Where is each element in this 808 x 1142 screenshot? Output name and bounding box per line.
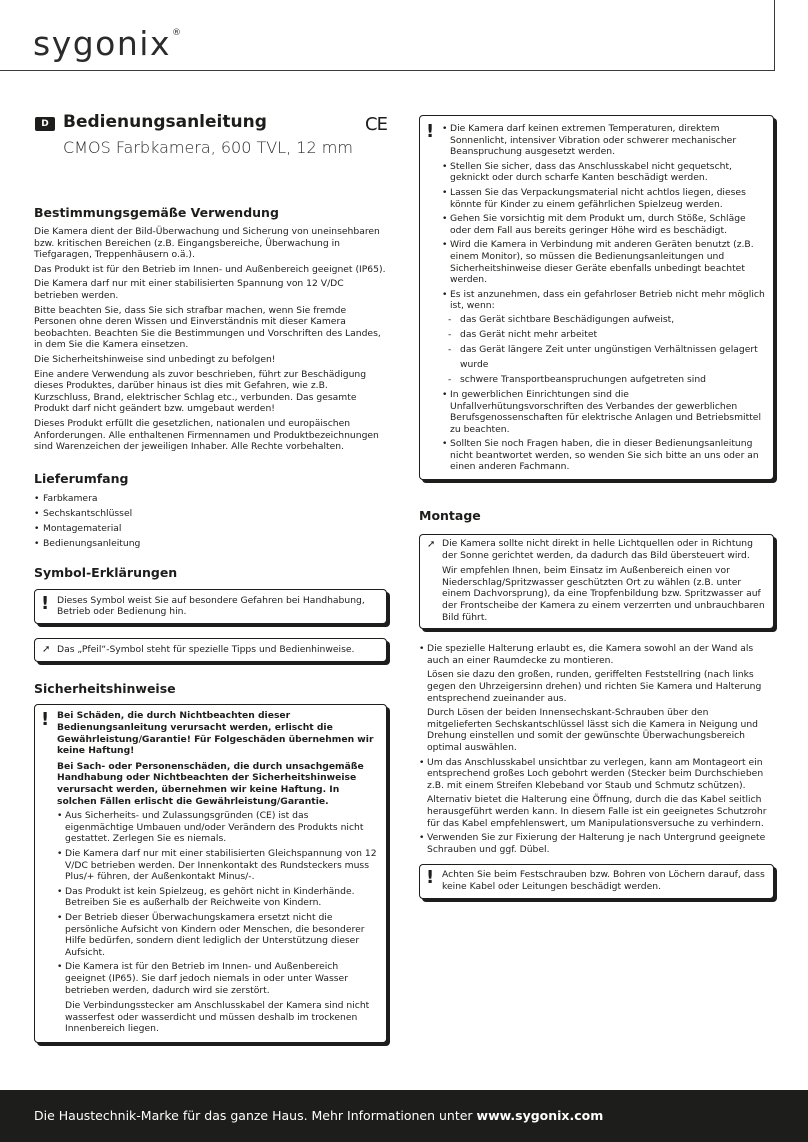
mounting-tip-box (419, 534, 774, 629)
arrow-symbol-box (34, 638, 387, 663)
usage-paragraph: Die Kamera darf nur mit einer stabilisierten Spannung von 12 V/DC betrieben werden. (34, 278, 344, 301)
safety-box (34, 704, 387, 1042)
list-item: • Stellen Sie sicher, dass das Anschlusskabel nicht gequetscht, geknickt oder durch scharfe Kanten beschädigt werden. (442, 161, 765, 184)
usage-paragraph: Eine andere Verwendung als zuvor beschrieben, führt zur Beschädigung dieses Produktes, darüber hinaus ist dies mit Gefahren, wie z.B. Kurzschluss, Brand, elektrischer Schlag etc., verbunden. Das gesamte Produkt darf nicht geändert bzw. umgebaut werden! (34, 368, 367, 415)
scope-heading: Lieferumfang (34, 470, 129, 486)
list-item: - schwere Transportbeanspruchungen aufgetreten sind (442, 372, 765, 387)
usage-paragraph: Die Kamera dient der Bild-Überwachung und Sicherung von uneinsehbaren bzw. kritischen Bereichen (z.B. Eingangsbereiche, Überwachung in Tiefgaragen, Treppenhäusern o.ä.). (34, 226, 380, 261)
mounting-step-detail: Alternativ bietet die Halterung eine Öffnung, durch die das Kabel seitlich herausgeführt werden kann. In diesem Falle ist ein geeignetes Schutzrohr für das Kabel empfehlenswert, um Manipulationsversuche zu verhindern. (427, 794, 767, 829)
header-horizontal-rule (0, 70, 775, 71)
safety-continued-box (419, 115, 774, 480)
condition-list (442, 312, 765, 387)
list-item: • Die Kamera darf keinen extremen Temperaturen, direktem Sonnenlicht, intensiver Vibration oder schwerer mechanischer Beanspruchung ausgesetzt werden. (442, 123, 765, 158)
list-item: • Gehen Sie vorsichtig mit dem Produkt um, durch Stöße, Schläge oder dem Fall aus bereits geringer Höhe wird es beschädigt. (442, 213, 765, 236)
list-item: • Bedienungsanleitung (34, 536, 387, 551)
safety-continued-list (442, 123, 765, 312)
left-column (34, 112, 387, 1043)
header-vertical-rule (774, 0, 775, 70)
list-item: - das Gerät längere Zeit unter ungünstigen Verhältnissen gelagert wurde (442, 342, 765, 372)
exclamation-icon: ! (41, 592, 50, 614)
list-item (419, 643, 774, 753)
mounting-warning-box (419, 864, 774, 898)
mounting-step-text: Um das Anschlusskabel unsichtbar zu verlegen, kann am Montageort ein entsprechend großes Loch gebohrt werden (Stecker beim Durchschieben z.B. mit einem Streifen Klebeband vor Staub und Schmutz schützen). (427, 756, 764, 791)
ce-mark-icon: CE (365, 114, 387, 135)
mounting-step-detail: Lösen sie dazu den großen, runden, geriffelten Feststellring (nach links gegen den Uhrzeigersinn drehen) und richten Sie Kamera und Halterung entsprechend zueinander aus. (427, 669, 762, 704)
title-row (34, 112, 387, 138)
arrow-icon: ➚ (427, 539, 436, 551)
safety-bold-paragraph: Bei Schäden, die durch Nichtbeachten dieser Bedienungsanleitung verursacht werden, erlischt die Gewährleistung/Garantie! Für Folgeschäden übernehmen wir keine Haftung! (57, 710, 374, 757)
list-item: • Sollten Sie noch Fragen haben, die in dieser Bedienungsanleitung nicht beantwortet werden, so wenden Sie sich bitte an uns oder an einen anderen Fachmann. (442, 438, 765, 473)
document-subtitle: CMOS Farbkamera, 600 TVL, 12 mm (63, 138, 353, 157)
right-column (419, 115, 774, 899)
document-title: Bedienungsanleitung (63, 112, 267, 132)
list-item: • Es ist anzunehmen, dass ein gefahrloser Betrieb nicht mehr möglich ist, wenn: (442, 289, 765, 312)
mounting-tip-text: Die Kamera sollte nicht direkt in helle Lichtquellen oder in Richtung der Sonne gerichtet werden, da dadurch das Bild übersteuert wird. (442, 538, 753, 561)
registered-mark: ® (171, 28, 183, 38)
list-item: • Wird die Kamera in Verbindung mit anderen Geräten benutzt (z.B. einem Monitor), so müssen die Bedienungsanleitungen und Sicherheitshinweise dieser Geräte ebenfalls unbedingt beachtet werden. (442, 239, 765, 285)
list-item: • Montagematerial (34, 521, 387, 536)
brand-name: sygonix (33, 24, 171, 63)
warning-symbol-box (34, 589, 387, 624)
exclamation-icon: ! (41, 709, 50, 731)
safety-heading: Sicherheitshinweise (34, 681, 176, 697)
safety-continued-list-2 (442, 389, 765, 473)
mounting-list (419, 643, 774, 855)
list-item: • Verwenden Sie zur Fixierung der Halterung je nach Untergrund geeignete Schrauben und ggf. Dübel. (419, 832, 774, 855)
brand-logo (33, 24, 182, 63)
arrow-icon: ➚ (42, 643, 51, 655)
usage-paragraph: Die Sicherheitshinweise sind unbedingt zu befolgen! (34, 353, 276, 365)
list-item: • Aus Sicherheits- und Zulassungsgründen (CE) ist das eigenmächtige Umbauen und/oder Verändern des Produkts nicht gestattet. Zerlegen Sie es niemals. (57, 810, 378, 845)
list-item: • Lassen Sie das Verpackungsmaterial nicht achtlos liegen, dieses könnte für Kinder zu einem gefährlichen Spielzeug werden. (442, 187, 765, 210)
symbols-heading: Symbol-Erklärungen (34, 564, 178, 580)
list-item: - das Gerät sichtbare Beschädigungen aufweist, (442, 312, 765, 327)
footer-link[interactable]: www.sygonix.com (476, 1108, 604, 1123)
mounting-tip-text: Wir empfehlen Ihnen, beim Einsatz im Außenbereich einen vor Niederschlag/Spritzwasser geschützten Ort zu wählen (z.B. unter einem Dachvorsprung), da eine Tropfenbildung bzw. Spritzwasser auf der Frontscheibe der Kamera zu einem verzerrten und unbrauchbaren Bild führt. (442, 565, 765, 623)
exclamation-icon: ! (426, 121, 435, 142)
footer-text: Die Haustechnik-Marke für das ganze Haus. Mehr Informationen unter (34, 1108, 477, 1123)
list-item: - das Gerät nicht mehr arbeitet (442, 327, 765, 342)
list-item: • Die Kamera ist für den Betrieb im Innen- und Außenbereich geeignet (IP65). Sie darf jedoch niemals in oder unter Wasser betrieben werden, dadurch wird sie zerstört. (57, 961, 378, 996)
list-item: • Farbkamera (34, 491, 387, 506)
usage-section (34, 226, 387, 453)
mounting-warning-text: Achten Sie beim Festschrauben bzw. Bohren von Löchern darauf, dass keine Kabel oder Leitungen beschädigt werden. (442, 869, 765, 892)
mounting-step-text: Die spezielle Halterung erlaubt es, die Kamera sowohl an der Wand als auch an einer Raumdecke zu montieren. (427, 643, 754, 666)
list-item: • Der Betrieb dieser Überwachungskamera ersetzt nicht die persönliche Aufsicht von Kindern oder Menschen, die besonderer Hilfe bedürfen, sondern dient lediglich der Unterstützung dieser Aufsicht. (57, 912, 378, 958)
list-item: • Die Kamera darf nur mit einer stabilisierten Gleichspannung von 12 V/DC betrieben werden. Der Innenkontakt des Rundsteckers muss Plus/+ führen, der Außenkontakt Minus/-. (57, 848, 378, 883)
usage-paragraph: Bitte beachten Sie, dass Sie sich strafbar machen, wenn Sie fremde Personen ohne deren Wissen und Einverständnis mit dieser Kamera beobachten. Beachten Sie die Bestimmungen und Vorschriften des Landes, in dem Sie die Kamera einsetzen. (34, 304, 381, 351)
safety-list (57, 810, 378, 996)
usage-heading: Bestimmungsgemäße Verwendung (34, 205, 279, 220)
list-item: • Sechskantschlüssel (34, 506, 387, 521)
arrow-symbol-text: Das „Pfeil“-Symbol steht für spezielle Tipps und Bedienhinweise. (57, 643, 355, 655)
safety-bold-paragraph: Bei Sach- oder Personenschäden, die durch unsachgemäße Handhabung oder Nichtbeachten der Sicherheitshinweise verursacht werden, übernehmen wir keine Haftung. In solchen Fällen erlischt die Gewährleistung/Garantie. (57, 760, 364, 807)
list-item (419, 757, 774, 830)
usage-paragraph: Das Produkt ist für den Betrieb im Innen- und Außenbereich geeignet (IP65). (34, 263, 386, 275)
language-badge: D (35, 117, 55, 131)
mounting-heading: Montage (419, 508, 481, 524)
safety-extra-paragraph: Die Verbindungsstecker am Anschlusskabel der Kamera sind nicht wasserfest oder wasserdicht und müssen deshalb im trockenen Innenbereich liegen. (65, 1000, 370, 1035)
mounting-step-detail: Durch Lösen der beiden Innensechskant-Schrauben über den mitgelieferten Sechskantschlüssel lässt sich die Kamera in Neigung und Drehung einstellen und somit der gewünschte Überwachungsbereich optimal auswählen. (427, 707, 758, 753)
footer-bar (0, 1090, 808, 1142)
exclamation-icon: ! (426, 867, 435, 889)
warning-symbol-text: Dieses Symbol weist Sie auf besondere Gefahren bei Handhabung, Betrieb oder Bedienung hin. (57, 594, 365, 618)
list-item: • Das Produkt ist kein Spielzeug, es gehört nicht in Kinderhände. Betreiben Sie es außerhalb der Reichweite von Kindern. (57, 886, 378, 909)
list-item: • In gewerblichen Einrichtungen sind die Unfallverhütungsvorschriften des Verbandes der gewerblichen Berufsgenossenschaften für elektrische Anlagen und Betriebsmittel zu beachten. (442, 389, 765, 435)
usage-paragraph: Dieses Produkt erfüllt die gesetzlichen, nationalen und europäischen Anforderungen. Alle enthaltenen Firmennamen und Produktbezeichnungen sind Warenzeichen der jeweiligen Inhaber. Alle Rechte vorbehalten. (34, 417, 379, 453)
scope-list (34, 491, 387, 551)
